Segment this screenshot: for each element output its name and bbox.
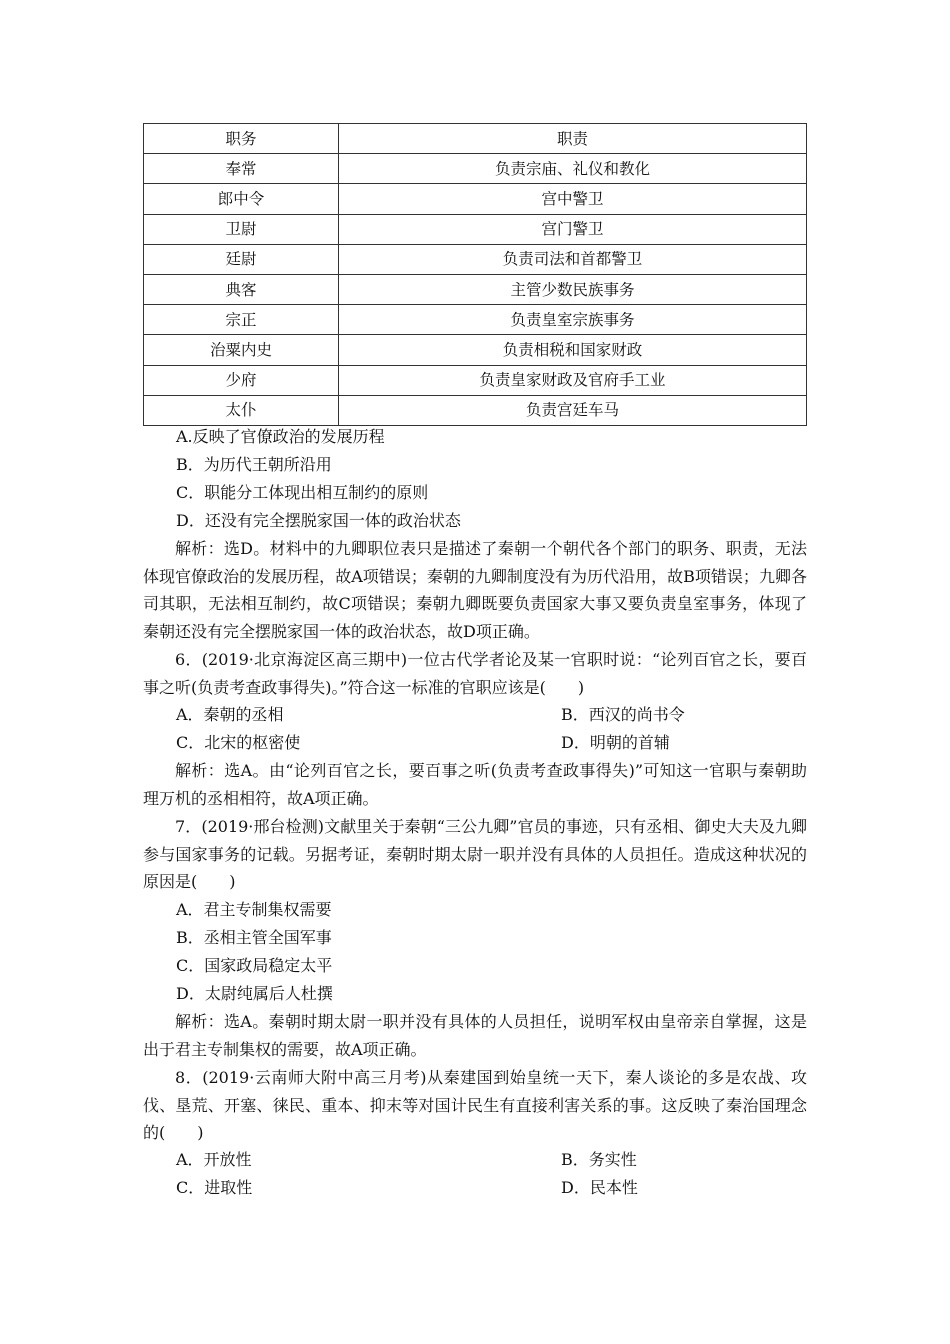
q8-option-b: B．务实性 — [561, 1150, 637, 1169]
duty-cell: 主管少数民族事务 — [339, 274, 807, 304]
role-cell: 奉常 — [144, 154, 339, 184]
duty-cell: 宫门警卫 — [339, 214, 807, 244]
q7-stem: 7．(2019·邢台检测)文献里关于秦朝“三公九卿”官员的事迹，只有丞相、御史大夫及九卿参与国家事务的记载。另据考证，秦朝时期太尉一职并没有具体的人员担任。造成这种状况的原因是( ) — [143, 817, 807, 892]
q8-stem: 8．(2019·云南师大附中高三月考)从秦建国到始皇统一天下，秦人谈论的多是农战、攻伐、垦荒、开塞、徕民、重本、抑末等对国计民生有直接利害关系的事。这反映了秦治国理念的( ) — [143, 1068, 807, 1143]
role-cell: 治粟内史 — [144, 335, 339, 365]
duty-cell: 负责皇室宗族事务 — [339, 305, 807, 335]
table-row — [144, 395, 807, 425]
role-cell: 郎中令 — [144, 184, 339, 214]
q5-option-c: C．职能分工体现出相互制约的原则 — [176, 483, 429, 502]
table-row — [144, 244, 807, 274]
q6-option-c: C．北宋的枢密使 — [176, 733, 301, 752]
role-cell: 典客 — [144, 274, 339, 304]
q8-option-a: A．开放性 — [176, 1150, 252, 1169]
duty-cell: 宫中警卫 — [339, 184, 807, 214]
role-cell: 廷尉 — [144, 244, 339, 274]
q5-option-d: D．还没有完全摆脱家国一体的政治状态 — [176, 511, 461, 530]
q7-option-a: A．君主专制集权需要 — [176, 900, 332, 919]
header-role: 职务 — [144, 124, 339, 154]
duty-cell: 负责宗庙、礼仪和教化 — [339, 154, 807, 184]
q6-option-b: B．西汉的尚书令 — [561, 705, 685, 724]
duty-cell: 负责司法和首都警卫 — [339, 244, 807, 274]
table-header-row — [144, 124, 807, 154]
nine-ministers-table — [143, 123, 807, 426]
role-cell: 卫尉 — [144, 214, 339, 244]
duty-cell: 负责相税和国家财政 — [339, 335, 807, 365]
table-row — [144, 335, 807, 365]
q8-option-d: D．民本性 — [561, 1178, 638, 1197]
role-cell: 宗正 — [144, 305, 339, 335]
duty-cell: 负责皇家财政及官府手工业 — [339, 365, 807, 395]
q5-option-a: A.反映了官僚政治的发展历程 — [176, 427, 385, 446]
table-row — [144, 305, 807, 335]
q6-option-d: D．明朝的首辅 — [561, 733, 670, 752]
header-duty: 职责 — [339, 124, 807, 154]
q5-option-b: B．为历代王朝所沿用 — [176, 455, 332, 474]
table-row — [144, 184, 807, 214]
q7-option-c: C．国家政局稳定太平 — [176, 956, 333, 975]
q7-analysis: 解析：选A。秦朝时期太尉一职并没有具体的人员担任，说明军权由皇帝亲自掌握，这是出于君主专制集权的需要，故A项正确。 — [143, 1012, 807, 1059]
table-row — [144, 214, 807, 244]
table-row — [144, 154, 807, 184]
q6-stem: 6．(2019·北京海淀区高三期中)一位古代学者论及某一官职时说：“论列百官之长，要百事之听(负责考查政事得失)。”符合这一标准的官职应该是( ) — [143, 650, 807, 697]
q7-option-b: B．丞相主管全国军事 — [176, 928, 332, 947]
q8-option-c: C．进取性 — [176, 1178, 253, 1197]
q6-option-a: A．秦朝的丞相 — [176, 705, 284, 724]
table-row — [144, 365, 807, 395]
q7-option-d: D．太尉纯属后人杜撰 — [176, 984, 333, 1003]
role-cell: 少府 — [144, 365, 339, 395]
role-cell: 太仆 — [144, 395, 339, 425]
q5-analysis: 解析：选D。材料中的九卿职位表只是描述了秦朝一个朝代各个部门的职务、职责，无法体现官僚政治的发展历程，故A项错误；秦朝的九卿制度没有为历代沿用，故B项错误；九卿各司其职，无法相互制约，故C项错误；秦朝九卿既要负责国家大事又要负责皇室事务，体现了秦朝还没有完全摆脱家国一体的政治状态，故D项正确。 — [143, 539, 807, 641]
duty-cell: 负责宫廷车马 — [339, 395, 807, 425]
table-row — [144, 274, 807, 304]
q6-analysis: 解析：选A。由“论列百官之长，要百事之听(负责考查政事得失)”可知这一官职与秦朝助理万机的丞相相符，故A项正确。 — [143, 761, 807, 808]
